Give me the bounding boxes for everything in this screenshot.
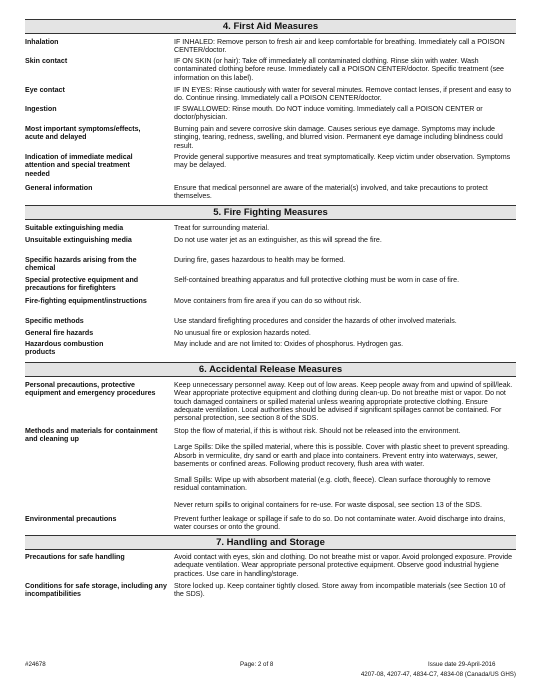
row-label: Eye contact [25, 86, 65, 94]
row-text: IF INHALED: Remove person to fresh air and keep comfortable for breathing. Immediately call a POISON CENTER/doctor. [174, 38, 505, 55]
row-label: Fire-fighting equipment/instructions [25, 297, 147, 305]
row-label: Hazardous combustion products [25, 340, 104, 357]
row-text: Provide general supportive measures and treat symptomatically. Keep victim under observation. Symptoms may be delayed. [174, 153, 511, 170]
row-text: Do not use water jet as an extinguisher, as this will spread the fire. [174, 236, 382, 244]
containment-paragraph: Stop the flow of material, if this is without risk. Should not be released into the environment. [174, 427, 461, 435]
row-text: Move containers from fire area if you can do so without risk. [174, 297, 362, 305]
row-label: Special protective equipment and precautions for firefighters [25, 276, 139, 293]
row-label: Personal precautions, protective equipment and emergency procedures [25, 381, 156, 398]
row-text: During fire, gases hazardous to health may be formed. [174, 256, 346, 264]
section-header-first-aid: 4. First Aid Measures [25, 19, 516, 34]
row-label: Conditions for safe storage, including any incompatibilities [25, 582, 167, 599]
row-label: Specific methods [25, 317, 84, 325]
row-text: May include and are not limited to: Oxides of phosphorus. Hydrogen gas. [174, 340, 404, 348]
row-label: Inhalation [25, 38, 59, 46]
row-label: Most important symptoms/effects, acute and delayed [25, 125, 141, 142]
row-label: Environmental precautions [25, 515, 117, 523]
containment-paragraph: Large Spills: Dike the spilled material, where this is possible. Cover with plastic sheet to prevent spreading. Absorb in vermiculite, dry sand or earth and place into containers. Prevent entry into waterways, sewer, basements or confined areas. Following product recovery, flush area with water. [174, 443, 510, 468]
row-text [174, 427, 516, 509]
row-label: Precautions for safe handling [25, 553, 125, 561]
row-text: Prevent further leakage or spillage if safe to do so. Do not contaminate water. Avoid discharge into drains, water courses or onto the ground. [174, 515, 506, 532]
row-label: General information [25, 184, 93, 192]
row-text: No unusual fire or explosion hazards noted. [174, 329, 311, 337]
row-label: Specific hazards arising from the chemical [25, 256, 137, 273]
containment-paragraph: Never return spills to original containers for re-use. For waste disposal, see section 13 of the SDS. [174, 500, 482, 509]
row-text: Self-contained breathing apparatus and full protective clothing must be worn in case of fire. [174, 276, 460, 284]
row-text: Store locked up. Keep container tightly closed. Store away from incompatible materials (see Section 10 of the SDS). [174, 582, 506, 599]
row-text: Burning pain and severe corrosive skin damage. Causes serious eye damage. Symptoms may include stinging, tearing, redness, swelling, and blurred vision. Permanent eye damage including blindness could result. [174, 125, 503, 150]
row-label: General fire hazards [25, 329, 94, 337]
footer-doc-number: #24678 [25, 661, 46, 668]
section-header-handling-storage: 7. Handling and Storage [25, 535, 516, 550]
footer-issue-date: Issue date 29-April-2016 [428, 661, 496, 668]
row-label: Ingestion [25, 105, 57, 113]
row-label: Unsuitable extinguishing media [25, 236, 132, 244]
containment-paragraph: Small Spills: Wipe up with absorbent material (e.g. cloth, fleece). Clean surface thoroughly to remove residual contamination. [174, 476, 491, 493]
row-label: Methods and materials for containment and cleaning up [25, 427, 158, 444]
row-text: Treat for surrounding material. [174, 224, 270, 232]
row-label: Indication of immediate medical attention and special treatment needed [25, 153, 133, 178]
section-header-fire-fighting: 5. Fire Fighting Measures [25, 205, 516, 220]
row-text: IF IN EYES: Rinse cautiously with water for several minutes. Remove contact lenses, if present and easy to do. Continue rinsing. Immediately call a POISON CENTER/doctor. [174, 86, 512, 103]
row-label: Suitable extinguishing media [25, 224, 124, 232]
row-text: Keep unnecessary personnel away. Keep out of low areas. Keep people away from and upwind of spill/leak. Wear appropriate protective equipment and clothing during clean-up. Do not breathe mist or vapor. Do not touch damaged containers or spilled material unless wearing appropriate protective clothing. Ensure adequate ventilation. Local authorities should be advised if significant spillages cannot be contained. For personal protection, see section 8 of the SDS. [174, 381, 513, 423]
footer-product-codes: 4207-08, 4207-47, 4834-C7, 4834-08 (Canada/US GHS) [360, 671, 516, 678]
row-text: IF ON SKIN (or hair): Take off immediately all contaminated clothing. Rinse skin with water. Wash contaminated clothing before reuse. Immediately call a POISON CENTER/doctor. Specific treatment (see information on this label). [174, 57, 505, 82]
row-text: Avoid contact with eyes, skin and clothing. Do not breathe mist or vapor. Avoid prolonged exposure. Provide adequate ventilation. Wear appropriate personal protective equipment. Observe good industrial hygiene practices. Use care in handling/storage. [174, 553, 513, 578]
row-label: Skin contact [25, 57, 68, 65]
row-text: IF SWALLOWED: Rinse mouth. Do NOT induce vomiting. Immediately call a POISON CENTER or doctor/physician. [174, 105, 483, 122]
row-text: Ensure that medical personnel are aware of the material(s) involved, and take precautions to protect themselves. [174, 184, 488, 201]
section-header-accidental-release: 6. Accidental Release Measures [25, 362, 516, 377]
row-text: Use standard firefighting procedures and consider the hazards of other involved materials. [174, 317, 457, 325]
footer-page-number: Page: 2 of 8 [240, 661, 274, 668]
